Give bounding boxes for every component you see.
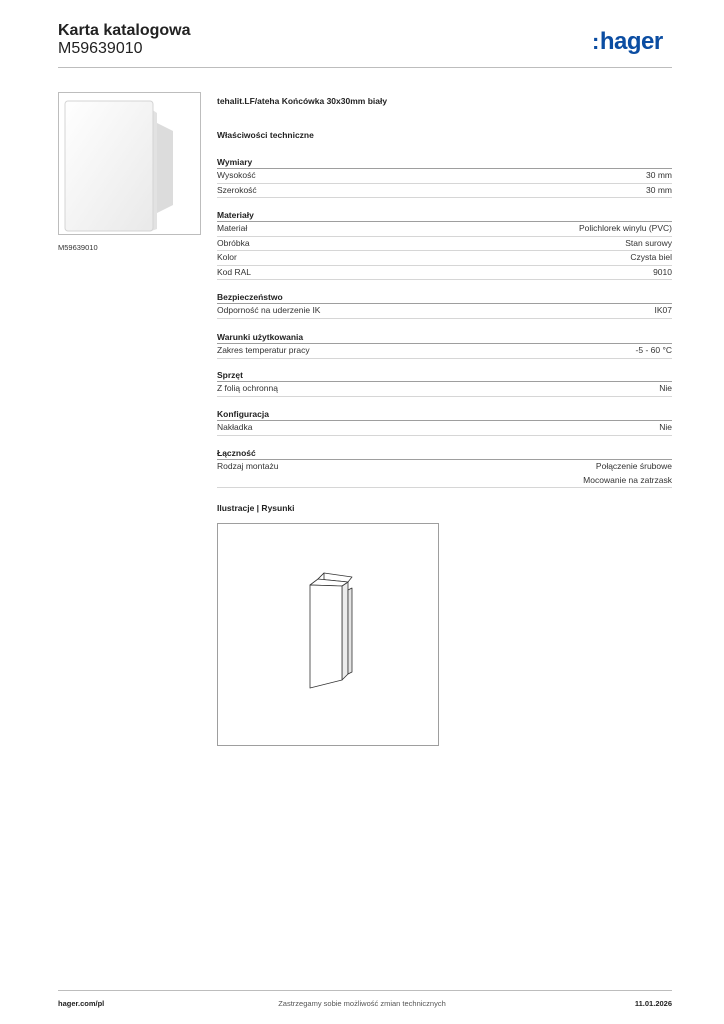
- property-row: [217, 222, 672, 237]
- section-title: Materiały: [217, 209, 672, 222]
- end-cap-line-drawing-icon: [218, 524, 438, 745]
- section-title: Wymiary: [217, 156, 672, 169]
- footer-divider: [58, 990, 672, 991]
- property-row: [217, 237, 672, 252]
- section-konfiguracja: [217, 408, 672, 436]
- end-cap-product-photo-icon: [59, 93, 200, 234]
- footer-notice: Zastrzegamy sobie możliwość zmian technicznych: [278, 999, 446, 1008]
- property-label: Wysokość: [217, 170, 256, 180]
- property-row: [217, 251, 672, 266]
- section-wymiary: [217, 156, 672, 198]
- property-value: [583, 460, 672, 487]
- properties-heading: Właściwości techniczne: [217, 130, 314, 140]
- property-value: IK07: [654, 305, 672, 315]
- property-value-line: Mocowanie na zatrzask: [583, 474, 672, 485]
- property-row: [217, 382, 672, 397]
- header-divider: [58, 67, 672, 68]
- illustration-frame: [217, 523, 439, 746]
- section-materialy: [217, 209, 672, 280]
- section-title: Łączność: [217, 447, 672, 460]
- product-name: tehalit.LF/ateha Końcówka 30x30mm biały: [217, 96, 388, 106]
- section-title: Konfiguracja: [217, 408, 672, 421]
- property-row: [217, 266, 672, 281]
- section-title: Warunki użytkowania: [217, 331, 672, 344]
- property-label: Kolor: [217, 252, 237, 262]
- product-code: M59639010: [58, 40, 143, 57]
- property-label: Rodzaj montażu: [217, 461, 279, 471]
- property-label: Nakładka: [217, 422, 253, 432]
- property-value: Nie: [659, 383, 672, 393]
- property-value: 30 mm: [646, 184, 672, 195]
- property-label: Z folią ochronną: [217, 383, 278, 393]
- property-label: Szerokość: [217, 184, 257, 195]
- property-label: Kod RAL: [217, 266, 252, 277]
- section-bezpieczenstwo: [217, 291, 672, 319]
- property-row: [217, 184, 672, 199]
- property-label: Odporność na uderzenie IK: [217, 305, 321, 315]
- property-value-line: Połączenie śrubowe: [595, 461, 672, 471]
- property-value: Nie: [659, 422, 672, 432]
- page-title: Karta katalogowa: [58, 22, 191, 39]
- section-warunki: [217, 331, 672, 359]
- footer-date: 11.01.2026: [634, 999, 672, 1008]
- hager-logo: [592, 28, 663, 56]
- property-value: 9010: [653, 266, 672, 277]
- property-row: [217, 344, 672, 359]
- property-value: -5 - 60 °C: [635, 345, 672, 355]
- property-row: [217, 460, 672, 488]
- property-value: Stan surowy: [625, 237, 672, 248]
- property-value: Polichlorek winylu (PVC): [578, 223, 672, 233]
- logo-colon: :: [592, 29, 599, 54]
- logo-text: hager: [599, 28, 663, 55]
- section-sprzet: [217, 369, 672, 397]
- property-value: 30 mm: [646, 170, 672, 180]
- property-label: Obróbka: [217, 237, 250, 248]
- illustrations-heading: Ilustracje | Rysunki: [217, 503, 295, 513]
- property-row: [217, 421, 672, 436]
- product-image: [58, 92, 201, 235]
- section-title: Sprzęt: [217, 369, 672, 382]
- property-value: Czysta biel: [630, 252, 672, 262]
- section-title: Bezpieczeństwo: [217, 291, 672, 304]
- product-image-caption: M59639010: [58, 243, 98, 252]
- property-label: Materiał: [217, 223, 248, 233]
- footer-website-link[interactable]: hager.com/pl: [58, 999, 105, 1008]
- section-lacznosc: [217, 447, 672, 488]
- property-row: [217, 304, 672, 319]
- property-row: [217, 169, 672, 184]
- property-label: Zakres temperatur pracy: [217, 345, 310, 355]
